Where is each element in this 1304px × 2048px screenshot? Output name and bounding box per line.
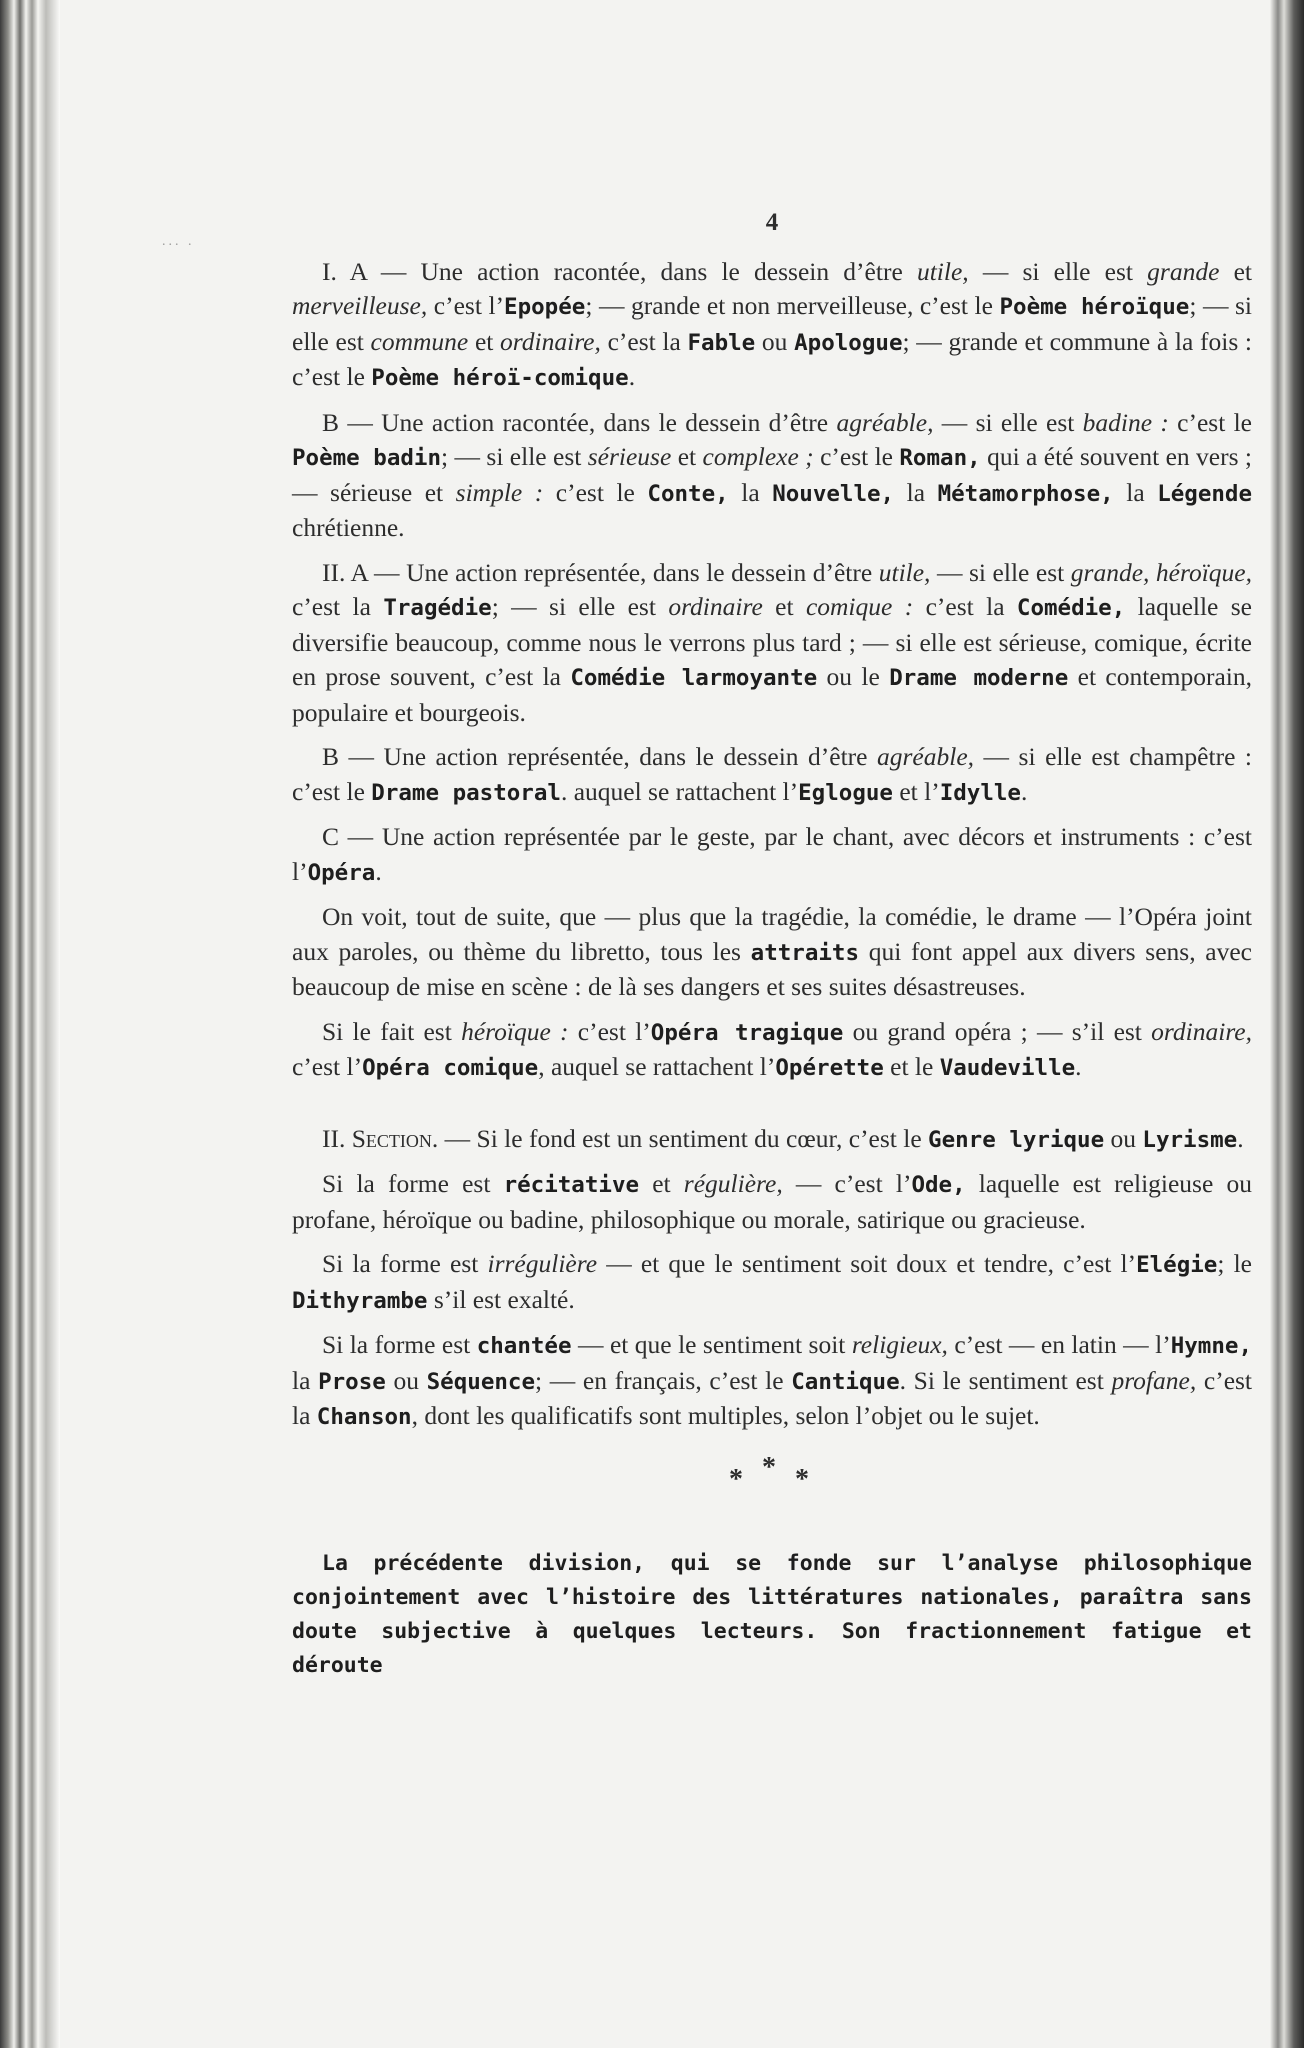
book-spine-edge [0, 0, 60, 2048]
paragraph-drama-useful: II. A — Une action représentée, dans le dessein d’être utile, — si elle est grande, héroïque, c’est la Tragédie; — si elle est ordinaire et comique : c’est la Comédie, laquelle se diversifie beaucoup, comme nous le verrons plus tard ; — si elle est sérieuse, comique, écrite en prose souvent, c’est la Comédie larmoyante ou le Drame moderne et contemporain, populaire et bourgeois. [292, 557, 1252, 727]
paragraph-epic: I. A — Une action racontée, dans le dessein d’être utile, — si elle est grande et merveilleuse, c’est l’Epopée; — grande et non merveilleuse, c’est le Poème héroïque; — si elle est commune et ordinaire, c’est la Fable ou Apologue; — grande et commune à la fois : c’est le Poème héroï-comique. [292, 256, 1253, 391]
page-content [292, 206, 1252, 1693]
paragraph-opera-kinds: Si le fait est héroïque : c’est l’Opéra tragique ou grand opéra ; — s’il est ordinaire, c’est l’Opéra comique, auquel se rattachent l’Opérette et le Vaudeville. [292, 1016, 1252, 1081]
paragraph-narrative-agreeable: B — Une action racontée, dans le dessein d’être agréable, — si elle est badine : c’est le Poème badin; — si elle est sérieuse et complexe ; c’est le Roman, qui a été souvent en vers ; — sérieuse et simple : c’est le Conte, la Nouvelle, la Métamorphose, la Légende chrétienne. [292, 407, 1253, 542]
paragraph-section-lyric: II. Section. — Si le fond est un sentiment du cœur, c’est le Genre lyrique ou Lyrisme. [322, 1123, 1244, 1153]
page-number: 4 [765, 209, 779, 236]
paragraph-opera: C — Une action représentée par le geste, par le chant, avec décors et instruments : c’est l’Opéra. [292, 822, 1252, 886]
paragraph-drama-pastoral: B — Une action représentée, dans le dessein d’être agréable, — si elle est champêtre : c’est le Drame pastoral. auquel se rattachent l’Eglogue et l’Idylle. [292, 742, 1252, 806]
section-gap [292, 1096, 1252, 1122]
paragraph-opera-comment: On voit, tout de suite, que — plus que la tragédie, la comédie, le drame — l’Opéra joint aux paroles, ou thème du libretto, tous les attraits qui font appel aux divers sens, avec beaucoup de mise en scène : de là ses dangers et ses suites désastreuses. [292, 902, 1252, 1001]
paragraph-hymn: Si la forme est chantée — et que le sentiment soit religieux, c’est — en latin — l’Hymne, la Prose ou Séquence; — en français, c’est le Cantique. Si le sentiment est profane, c’est la Chanson, dont les qualificatifs sont multiples, selon l’objet ou le sujet. [292, 1330, 1253, 1430]
asterism-separator: * * * [729, 1451, 815, 1495]
margin-marks: ... . [162, 234, 195, 249]
paragraph-closing: La précédente division, qui se fonde sur l’analyse philosophique conjointement avec l’histoire des littératures nationales, paraîtra sans doute subjective à quelques lecteurs. Son fractionnement fatigue et déroute [292, 1551, 1252, 1678]
paragraph-ode: Si la forme est récitative et régulière, — c’est l’Ode, laquelle est religieuse ou profane, héroïque ou badine, philosophique ou morale, satirique ou gracieuse. [292, 1169, 1252, 1234]
paragraph-elegy: Si la forme est irrégulière — et que le sentiment soit doux et tendre, c’est l’Elégie; le Dithyrambe s’il est exalté. [292, 1249, 1252, 1314]
page-right-edge [1270, 0, 1304, 2048]
book-page [60, 0, 1270, 2048]
